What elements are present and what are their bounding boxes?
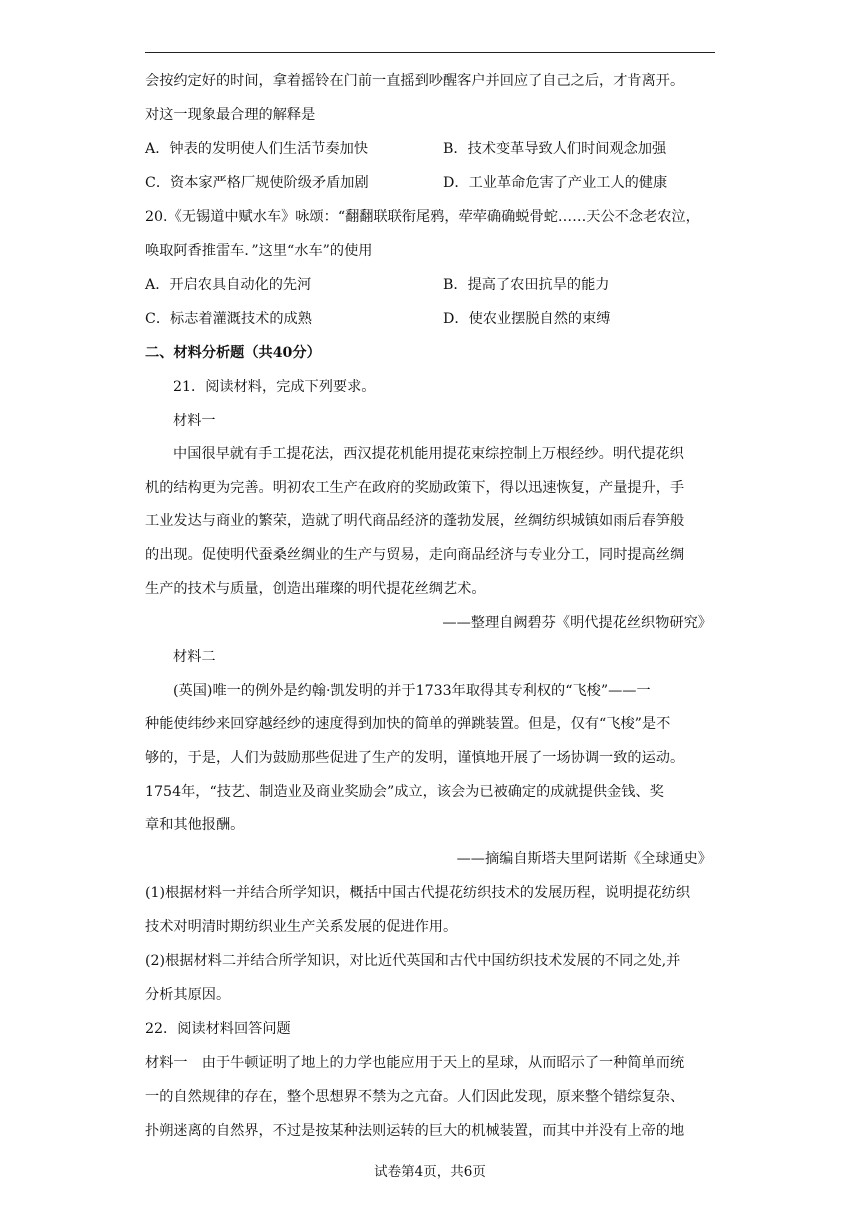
material-1-line: 中国很早就有手工提花法，西汉提花机能用提花束综控制上万根经纱。明代提花织 bbox=[173, 446, 684, 462]
material-1-source: ——整理自阙碧芬《明代提花丝织物研究》 bbox=[442, 615, 712, 631]
material-1-line: 的出现。促使明代蚕桑丝绸业的生产与贸易，走向商品经济与专业分工，同时提高丝绸 bbox=[145, 547, 685, 563]
question-20-line1: 20.《无锡道中赋水车》咏颂：“翻翻联联衔尾鸦，荦荦确确蜕骨蛇……天公不念老农泣， bbox=[145, 209, 700, 225]
sub-question-2-cont: 分析其原因。 bbox=[145, 987, 231, 1003]
q20-option-c: C．标志着灌溉技术的成熟 bbox=[145, 311, 312, 327]
material-1-line: 生产的技术与质量，创造出璀璨的明代提花丝绸艺术。 bbox=[145, 581, 486, 597]
material-2-line: (英国)唯一的例外是约翰·凯发明的并于1733年取得其专利权的“飞梭”——一 bbox=[173, 683, 651, 699]
section-title: 二、材料分析题（共40分） bbox=[145, 345, 321, 361]
material-2-line: 章和其他报酬。 bbox=[145, 817, 245, 833]
material-1-line: 机的结构更为完善。明初农工生产在政府的奖励政策下，得以迅速恢复，产量提升，手 bbox=[145, 480, 685, 496]
question-21-intro: 21．阅读材料，完成下列要求。 bbox=[173, 379, 376, 395]
q22-material-line: 材料一 由于牛顿证明了地上的力学也能应用于天上的星球，从而昭示了一种简单而统 bbox=[145, 1055, 685, 1071]
q20-option-b: B．提高了农田抗旱的能力 bbox=[443, 277, 610, 293]
header-rule bbox=[145, 52, 715, 53]
text-line: 会按约定好的时间，拿着摇铃在门前一直摇到吵醒客户并回应了自己之后，才肯离开。 bbox=[145, 73, 685, 89]
material-2-line: 种能使纬纱来回穿越经纱的速度得到加快的简单的弹跳装置。但是，仅有“飞梭”是不 bbox=[145, 716, 671, 732]
q22-material-line: 一的自然规律的存在，整个思想界不禁为之亢奋。人们因此发现，原来整个错综复杂、 bbox=[145, 1089, 685, 1105]
sub-question-1-cont: 技术对明清时期纺织业生产关系发展的促进作用。 bbox=[145, 919, 458, 935]
sub-question-1: (1)根据材料一并结合所学知识，概括中国古代提花纺织技术的发展历程，说明提花纺织 bbox=[145, 885, 691, 901]
option-a: A．钟表的发明使人们生活节奏加快 bbox=[145, 141, 369, 157]
material-2-label: 材料二 bbox=[173, 649, 216, 665]
material-1-line: 工业发达与商业的繁荣，造就了明代商品经济的蓬勃发展，丝绸纺织城镇如雨后春笋般 bbox=[145, 513, 685, 529]
q20-option-a: A．开启农具自动化的先河 bbox=[145, 277, 312, 293]
question-22-intro: 22．阅读材料回答问题 bbox=[145, 1021, 291, 1037]
option-b: B．技术变革导致人们时间观念加强 bbox=[443, 141, 667, 157]
q20-option-d: D．使农业摆脱自然的束缚 bbox=[443, 311, 611, 327]
option-d: D．工业革命危害了产业工人的健康 bbox=[443, 175, 668, 191]
sub-question-2: (2)根据材料二并结合所学知识，对比近代英国和古代中国纺织技术发展的不同之处,并 bbox=[145, 953, 681, 969]
q22-material-line: 扑朔迷离的自然界，不过是按某种法则运转的巨大的机械装置，而其中并没有上帝的地 bbox=[145, 1123, 685, 1139]
material-1-label: 材料一 bbox=[173, 413, 216, 429]
question-20-line2: 唤取阿香推雷车．”这里“水车”的使用 bbox=[145, 243, 373, 259]
question-stem: 对这一现象最合理的解释是 bbox=[145, 107, 316, 123]
material-2-line: 1754年，“技艺、制造业及商业奖励会”成立，该会为已被确定的成就提供金钱、奖 bbox=[145, 784, 664, 800]
material-2-source: ——摘编自斯塔夫里阿诺斯《全球通史》 bbox=[456, 851, 712, 867]
option-c: C．资本家严格厂规使阶级矛盾加剧 bbox=[145, 175, 369, 191]
material-2-line: 够的，于是，人们为鼓励那些促进了生产的发明，谨慎地开展了一场协调一致的运动。 bbox=[145, 750, 685, 766]
page-footer: 试卷第4页，共6页 bbox=[374, 1164, 486, 1180]
